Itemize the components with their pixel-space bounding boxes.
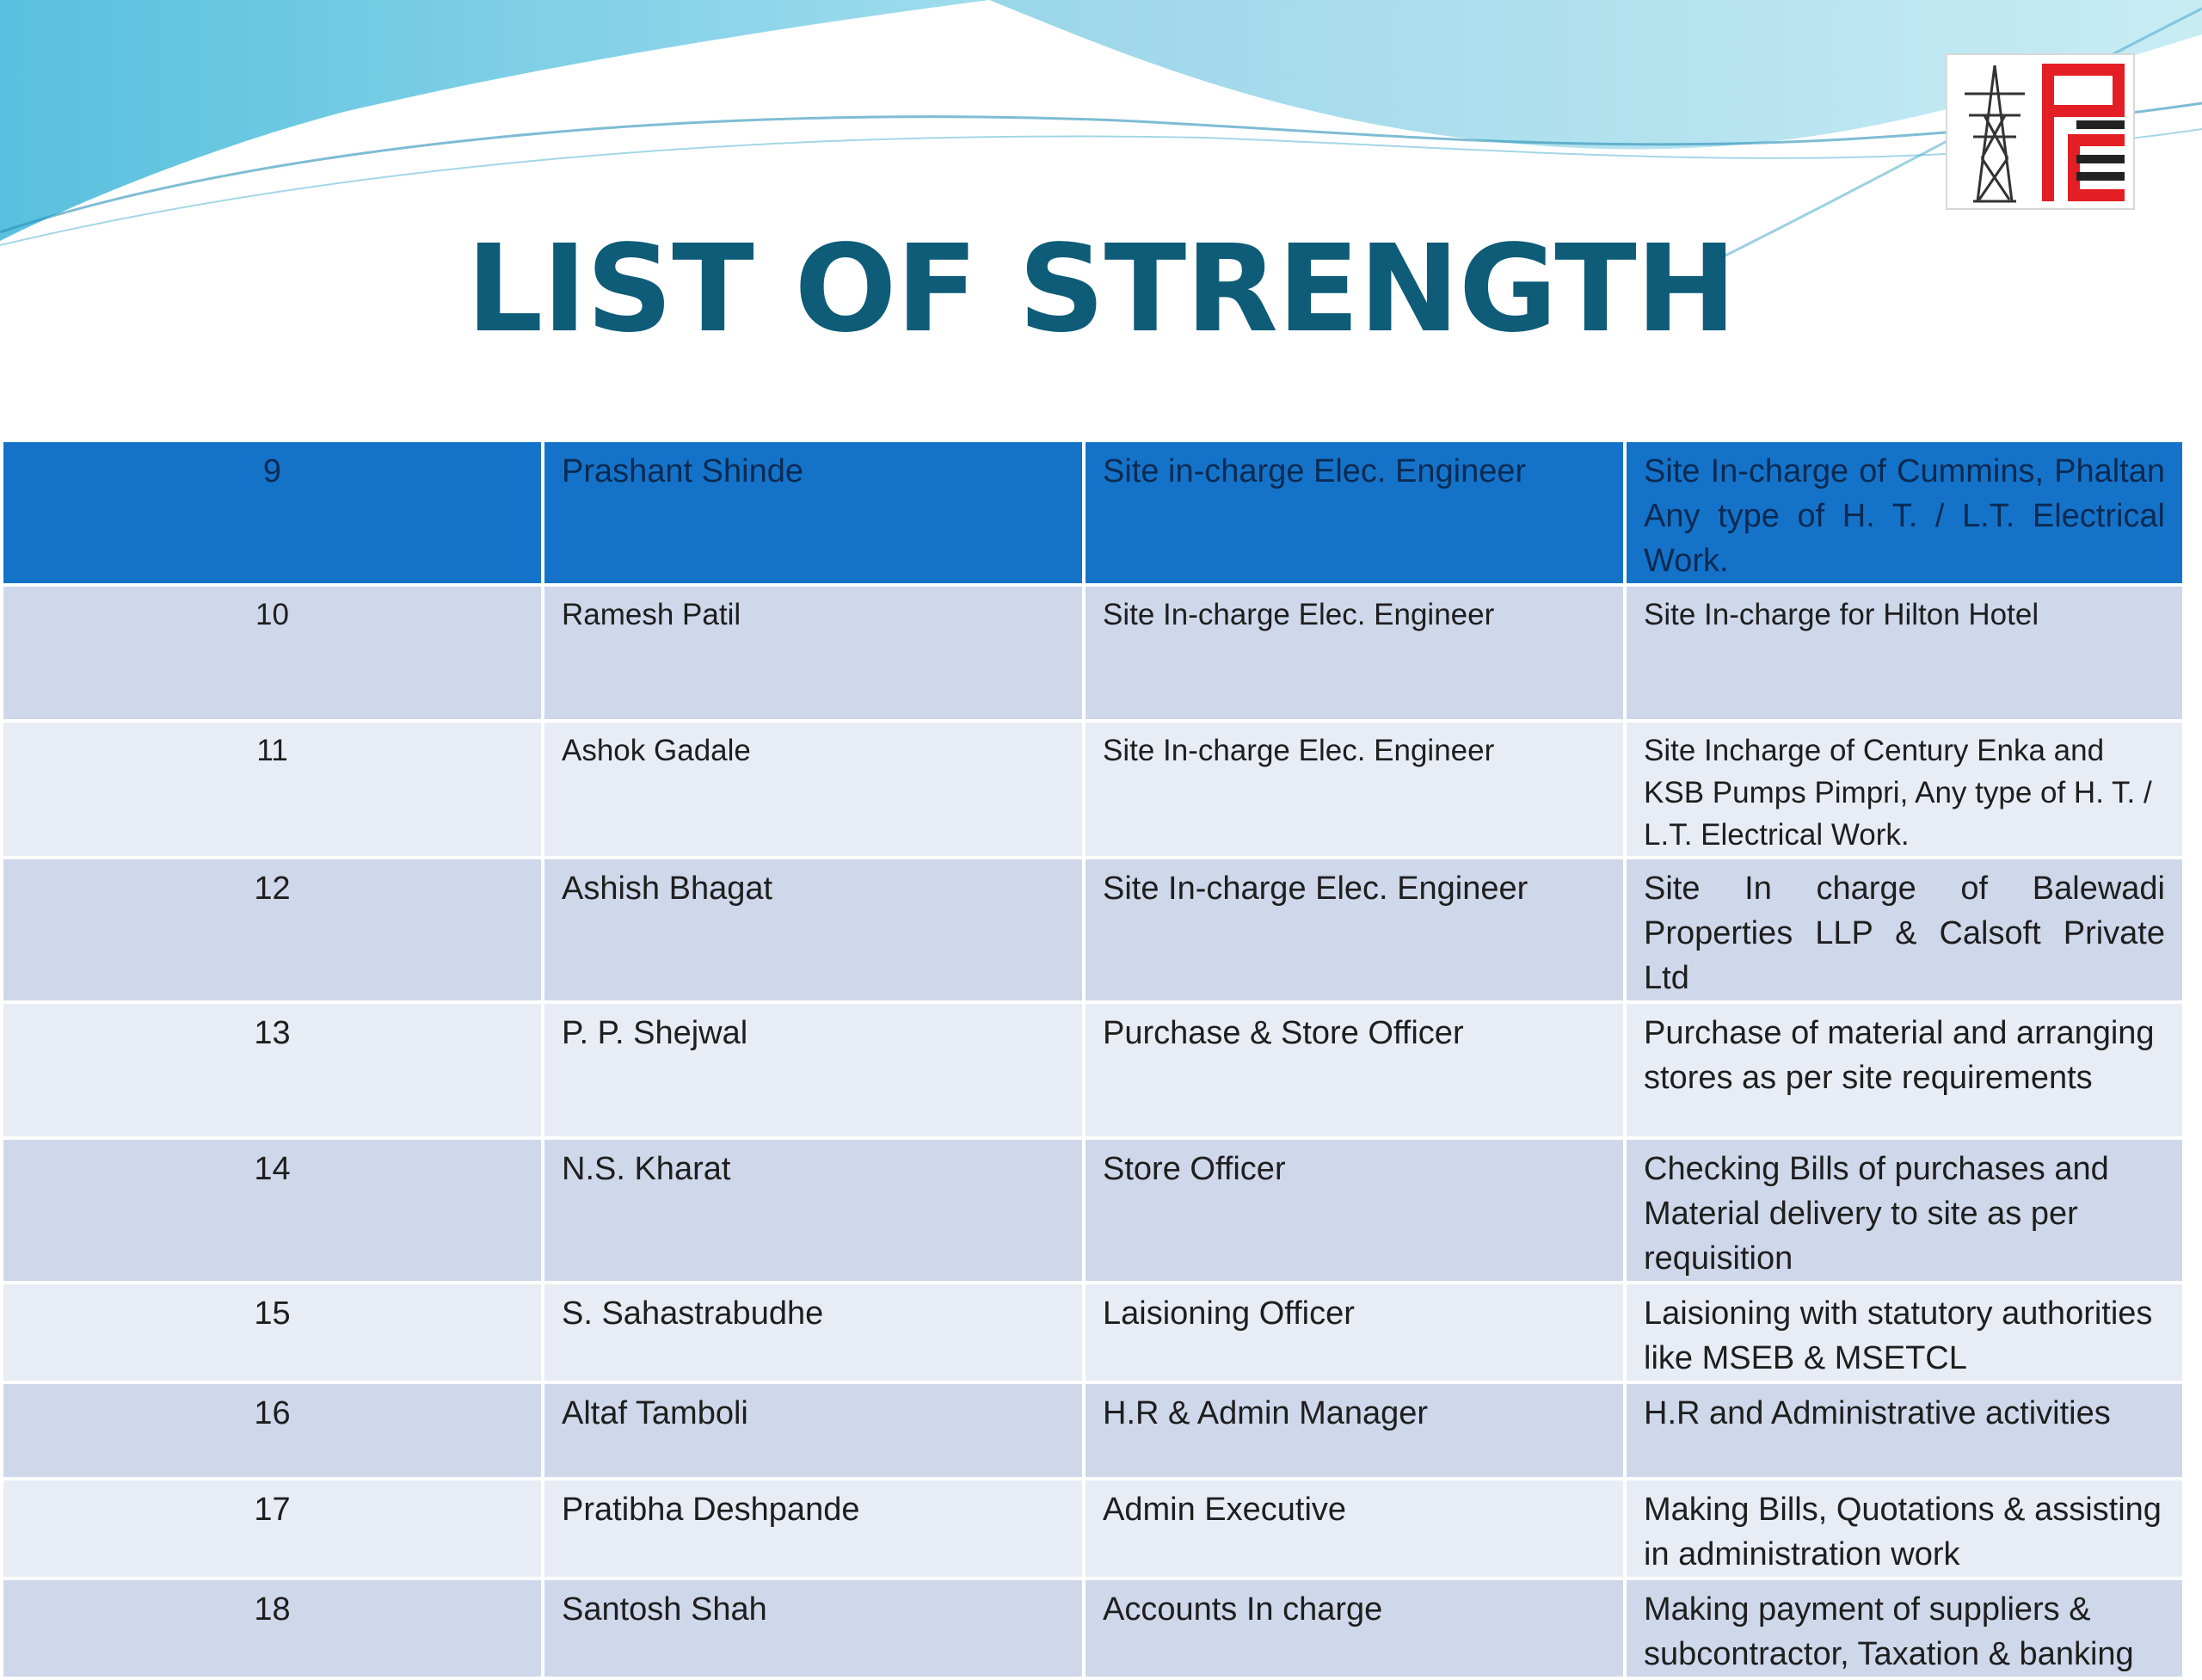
designation: Site in-charge Elec. Engineer: [1084, 440, 1625, 585]
row-number: 11: [2, 721, 543, 858]
work-description: H.R and Administrative activities: [1625, 1382, 2184, 1479]
designation: Laisioning Officer: [1084, 1283, 1625, 1382]
row-number: 9: [2, 440, 543, 585]
employee-name: Prashant Shinde: [543, 440, 1084, 585]
table-row: [2, 1002, 2184, 1138]
tower-pec-logo-icon: [1947, 55, 2133, 208]
designation: Store Officer: [1084, 1138, 1625, 1283]
work-description: Site In-charge for Hilton Hotel: [1625, 585, 2184, 721]
row-number: 14: [2, 1138, 543, 1283]
employee-name: P. P. Shejwal: [543, 1002, 1084, 1138]
designation: Site In-charge Elec. Engineer: [1084, 585, 1625, 721]
work-description: Laisioning with statutory authorities like MSEB & MSETCL: [1625, 1283, 2184, 1382]
employee-name: Ashish Bhagat: [543, 858, 1084, 1002]
table-row: [2, 585, 2184, 721]
work-description: Site In charge of Balewadi Properties LLP & Calsoft Private Ltd: [1625, 858, 2184, 1002]
employee-name: Altaf Tamboli: [543, 1382, 1084, 1479]
work-description: Site In-charge of Cummins, Phaltan Any type of H. T. / L.T. Electrical Work.: [1625, 440, 2184, 585]
work-description: Making Bills, Quotations & assisting in administration work: [1625, 1479, 2184, 1578]
table-row: [2, 440, 2184, 585]
row-number: 18: [2, 1578, 543, 1678]
table-row: [2, 1138, 2184, 1283]
row-number: 16: [2, 1382, 543, 1479]
work-description: Making payment of suppliers & subcontractor, Taxation & banking: [1625, 1578, 2184, 1678]
designation: H.R & Admin Manager: [1084, 1382, 1625, 1479]
employee-name: Ramesh Patil: [543, 585, 1084, 721]
designation: Purchase & Store Officer: [1084, 1002, 1625, 1138]
table-row: [2, 1382, 2184, 1479]
strength-table: [0, 439, 2186, 1680]
company-logo: [1946, 53, 2135, 210]
row-number: 10: [2, 585, 543, 721]
page-title: LIST OF STRENGTH: [466, 219, 1736, 360]
table-row: [2, 1578, 2184, 1678]
table-row: [2, 721, 2184, 858]
employee-name: Ashok Gadale: [543, 721, 1084, 858]
designation: Accounts In charge: [1084, 1578, 1625, 1678]
designation: Site In-charge Elec. Engineer: [1084, 721, 1625, 858]
employee-name: Pratibha Deshpande: [543, 1479, 1084, 1578]
work-description: Site Incharge of Century Enka and KSB Pumps Pimpri, Any type of H. T. / L.T. Electrical Work.: [1625, 721, 2184, 858]
designation: Admin Executive: [1084, 1479, 1625, 1578]
row-number: 12: [2, 858, 543, 1002]
employee-name: S. Sahastrabudhe: [543, 1283, 1084, 1382]
work-description: Purchase of material and arranging stores as per site requirements: [1625, 1002, 2184, 1138]
employee-name: Santosh Shah: [543, 1578, 1084, 1678]
employee-name: N.S. Kharat: [543, 1138, 1084, 1283]
designation: Site In-charge Elec. Engineer: [1084, 858, 1625, 1002]
table-row: [2, 858, 2184, 1002]
row-number: 13: [2, 1002, 543, 1138]
table-row: [2, 1283, 2184, 1382]
row-number: 15: [2, 1283, 543, 1382]
row-number: 17: [2, 1479, 543, 1578]
work-description: Checking Bills of purchases and Material delivery to site as per requisition: [1625, 1138, 2184, 1283]
table-row: [2, 1479, 2184, 1578]
